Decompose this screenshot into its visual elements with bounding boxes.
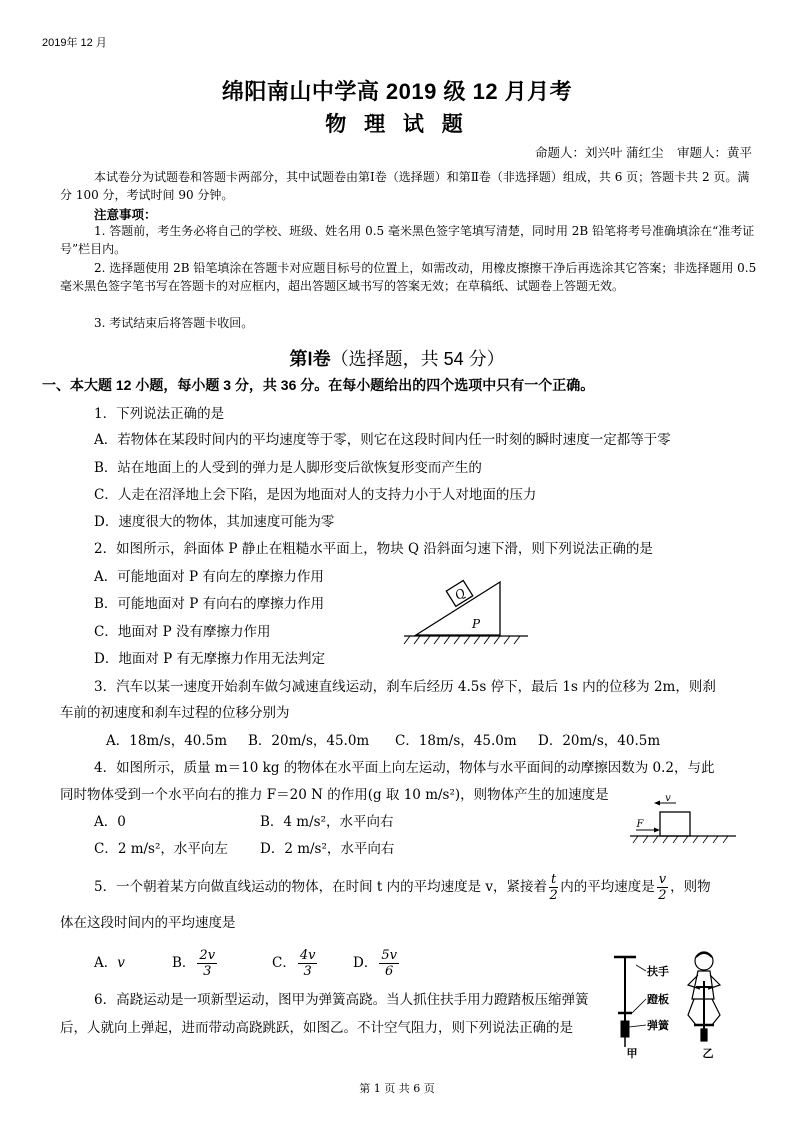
q3-stem-line1: 3．汽车以某一速度开始刹车做匀减速直线运动，刹车后经历 4.5s 停下，最后 1s 内的位移为 2m，则刹: [94, 679, 716, 695]
section1-heading: 一、本大题 12 小题，每小题 3 分，共 36 分。在每小题给出的四个选项中只有一个正确。: [42, 377, 595, 393]
q5-stem-b: 内的平均速度是: [560, 879, 655, 895]
reviewer: 审题人：黄平: [676, 146, 752, 160]
q4-option-d: D．2 m/s²，水平向右: [260, 841, 395, 857]
q1-option-a: A．若物体在某段时间内的平均速度等于零，则它在这段时间内任一时刻的瞬时速度一定都等于零: [94, 432, 671, 448]
label-p: P: [471, 617, 481, 631]
label-pedal: 蹬板: [647, 993, 669, 1006]
q2-option-a: A．可能地面对 P 有向左的摩擦力作用: [94, 569, 324, 585]
q2-option-d: D．地面对 P 有无摩擦力作用无法判定: [94, 651, 325, 667]
q3-option-c: C．18m/s，45.0m: [395, 733, 517, 749]
pogo-stick-jia: [614, 957, 636, 1047]
q1-option-b: B．站在地面上的人受到的弹力是人脚形变后欲恢复形变而产生的: [94, 460, 482, 476]
q5-stem-c: ，则物: [670, 879, 711, 895]
q2-stem: 2．如图所示，斜面体 P 静止在粗糙水平面上，物块 Q 沿斜面匀速下滑，则下列说法正确的是: [94, 541, 653, 557]
q4-stem-line1: 4．如图所示，质量 m＝10 kg 的物体在水平面上向左运动，物体与水平面间的动摩擦因数为 0.2，与此: [94, 760, 715, 776]
block-q: [446, 580, 472, 606]
ground-hatch: [404, 636, 520, 644]
q2-option-b: B．可能地面对 P 有向右的摩擦力作用: [94, 596, 325, 612]
q4-option-a: A．0: [94, 814, 126, 830]
q4-option-c: C．2 m/s²，水平向左: [94, 841, 228, 857]
q3-option-b: B．20m/s，45.0m: [248, 733, 370, 749]
label-f: F: [636, 819, 644, 830]
floor-hatch: [633, 836, 728, 843]
q3-option-d: D．20m/s，40.5m: [538, 733, 661, 749]
label-spring: 弹簧: [647, 1019, 669, 1032]
q2-option-c: C．地面对 P 没有摩擦力作用: [94, 624, 271, 640]
intro-paragraph: 本试卷分为试题卷和答题卡两部分，其中试题卷由第Ⅰ卷（选择题）和第Ⅱ卷（非选择题）组成，共 6 页；答题卡共 2 页。满分 100 分，考试时间 90 分钟。: [60, 170, 750, 202]
q1-option-c: C．人走在沼泽地上会下陷，是因为地面对人的支持力小于人对地面的压力: [94, 487, 537, 503]
q3-stem-line2: 车前的初速度和刹车过程的位移分别为: [60, 705, 290, 721]
exam-subtitle: 物 理 试 题: [325, 113, 469, 136]
note-1: 1. 答题前，考生务必将自己的学校、班级、姓名用 0.5 毫米黑色签字笔填写清楚，同时用 2B 铅笔将考号准确填涂在“准考证号”栏目内。: [60, 224, 755, 256]
authors-line: [525, 143, 752, 161]
q3-option-a: A．18m/s，40.5m: [106, 733, 228, 749]
notes-heading: 注意事项：: [94, 208, 157, 222]
label-jia: 甲: [626, 1047, 638, 1060]
q5-stem-line2: 体在这段时间内的平均速度是: [60, 915, 236, 931]
header-date: 2019年 12 月: [42, 37, 107, 49]
q5-option-d: D． $\frac{5v}{6}$: [353, 948, 397, 979]
q2-incline-figure: [400, 560, 540, 650]
label-handle: 扶手: [647, 965, 669, 978]
label-q: Q: [452, 585, 468, 603]
label-yi: 乙: [702, 1047, 714, 1060]
q5-frac-v-half: $\frac{v}{2}$: [658, 872, 667, 903]
q5-option-a: A．v: [94, 955, 125, 971]
q6-stem: 6．高跷运动是一项新型运动，图甲为弹簧高跷。当人抓住扶手用力蹬踏板压缩弹簧后，人就向上弹起，进而带动高跷跳跃，如图乙。不计空气阻力，则下列说法正确的是: [60, 992, 589, 1036]
q4-block-figure: [624, 790, 744, 852]
q5-frac-t-half: $\frac{t}{2}$: [549, 872, 558, 903]
person-on-pogo-yi: [688, 952, 720, 1041]
part1-rest: （选择题，共 54 分）: [330, 349, 505, 369]
composers: 命题人：刘兴叶 蒲红尘: [535, 146, 664, 160]
q1-option-d: D．速度很大的物体，其加速度可能为零: [94, 514, 335, 530]
q5-stem-line1: [94, 869, 711, 905]
page-footer: 第 1 页 共 6 页: [359, 1082, 435, 1095]
q4-stem-line2: 同时物体受到一个水平向右的推力 F＝20 N 的作用(g 取 10 m/s²)，则物体产生的加速度是: [60, 787, 609, 803]
exam-title: 绵阳南山中学高 2019 级 12 月月考: [221, 79, 573, 104]
q5-option-b: B． $\frac{2v}{3}$: [172, 948, 216, 979]
q4-option-b: B．4 m/s²，水平向右: [260, 814, 394, 830]
note-2: 2. 选择题使用 2B 铅笔填涂在答题卡对应题目标号的位置上，如需改动，用橡皮擦擦干净后再选涂其它答案；非选择题用 0.5 毫米黑色签字笔书写在答题卡的对应框内，超出答题区域书写的答案无效；在草稿纸、试题卷上答题无效。: [60, 261, 757, 293]
note-3: 3. 考试结束后将答题卡收回。: [94, 316, 254, 330]
part1-heading: [0, 345, 794, 371]
q5-stem-a: 5．一个朝着某方向做直线运动的物体，在时间 t 内的平均速度是 v，紧接着: [94, 879, 548, 895]
q1-stem: 1．下列说法正确的是: [94, 406, 225, 422]
q5-option-c: C． $\frac{4v}{3}$: [272, 948, 316, 979]
block: [660, 812, 690, 836]
label-v: v: [665, 793, 671, 804]
part1-bold: 第Ⅰ卷: [289, 349, 331, 369]
q6-pogo-figure: [600, 945, 750, 1060]
